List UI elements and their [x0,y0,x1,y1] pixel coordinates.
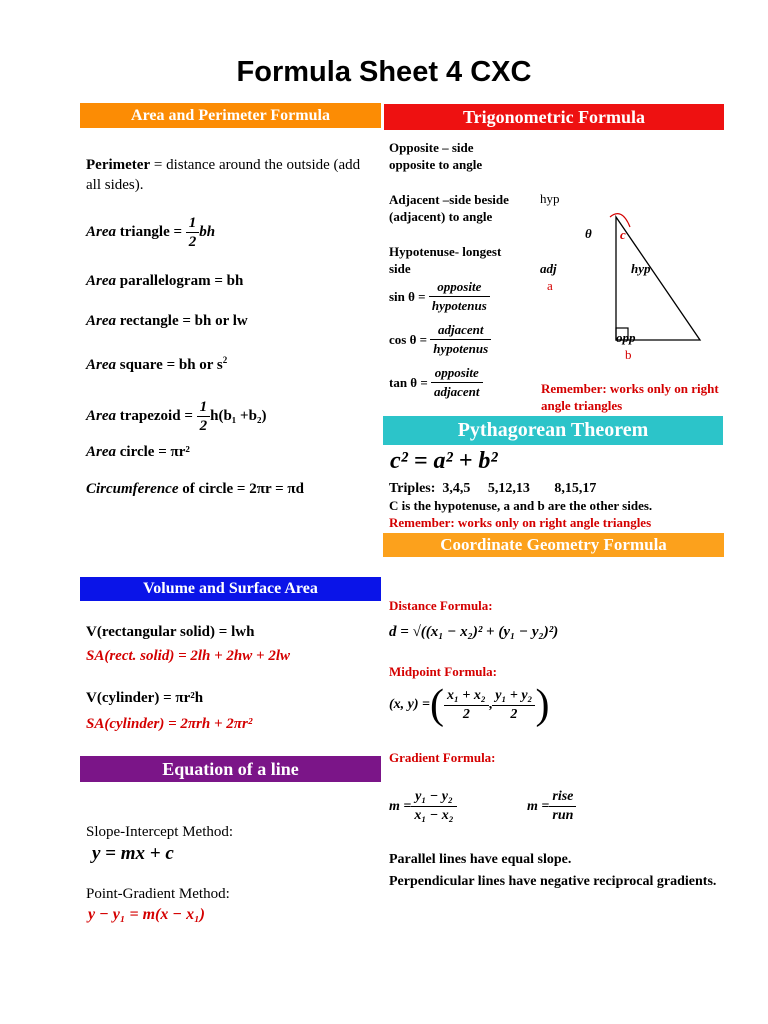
pythagorean-formula: c² = a² + b² [390,448,498,474]
surface-area-cylinder: SA(cylinder) = 2πrh + 2πr² [86,716,253,732]
gradient-formula-equation: m = $\frac{\text{y₁ − y₂}}{\text{x₁ − x₂}}$ [389,788,457,825]
gradient-formula-title: Gradient Formula: [389,750,496,765]
area-perimeter-header [80,103,381,128]
page-title: Formula Sheet 4 CXC [236,56,532,88]
equation-of-line-header: Equation of a line [80,756,381,782]
tan-fraction: $\frac{\text{opposite}}{\text{adjacent}}$ [431,364,483,401]
area-parallelogram-formula: Area parallelogram = bh [86,273,244,289]
triangle-shape [616,217,700,340]
triangle-half-fraction: $\frac{1}{2}$ [186,214,200,251]
parallel-lines-note: Parallel lines have equal slope. [389,852,572,867]
volume-cylinder: V(cylinder) = πr²h [86,690,204,706]
triangle-bh: bh [199,224,216,240]
area-trapezoid-formula: Area trapezoid = $\frac{1}{2}$ h(b₁ +b₂) [86,399,267,434]
triangle-c-label: c [620,227,626,242]
midpoint-formula-equation: (x, y) = ( $\frac{\text{x₁ + x₂}}{2}$ , $\frac{\text{y₁ + y₂}}{2}$ ) [389,682,550,728]
slope-intercept-label: Slope-Intercept Method: [86,824,234,840]
rise-over-run-equation: m = $\frac{\text{rise}}{\text{run}}$ [527,788,576,825]
coordinate-geometry-header: Coordinate Geometry Formula [383,533,724,557]
pythagorean-header: Pythagorean Theorem [383,416,723,445]
triangle-b-label: b [625,347,632,362]
volume-rect-solid: V(rectangular solid) = lwh [86,624,255,640]
cos-fraction: $\frac{\text{adjacent}}{\text{hypotenus}}$ [430,321,491,358]
volume-surface-area-header: Volume and Surface Area [80,577,381,601]
distance-formula-title: Distance Formula: [389,598,493,613]
right-triangle-diagram [600,205,710,345]
tan-ratio: tan θ = $\frac{\text{opposite}}{\text{adjacent}}$ [389,364,483,401]
circumference-formula: Circumference of circle = 2πr = πd [86,481,304,497]
distance-formula-equation: d = √((x₁ − x₂)² + (y₁ − y₂)²) [389,624,559,640]
angle-arc [610,214,630,227]
trapezoid-half-fraction: $\frac{1}{2}$ [197,398,211,435]
perimeter-definition [86,155,371,195]
trig-remember-note: Remember: works only on right angle triangles [541,381,719,413]
slope-intercept-equation: y = mx + c [92,843,174,864]
perimeter-term: Perimeter [86,157,151,173]
sin-fraction: $\frac{\text{opposite}}{\text{hypotenus}}$ [429,278,490,315]
pythagorean-remember-note: Remember: works only on right angle triangles [389,515,652,530]
hypotenuse-definition: Hypotenuse- longest side [389,244,502,276]
area-rectangle-formula: Area rectangle = bh or lw [86,313,248,329]
area-word: Area [86,224,116,240]
opposite-definition: Opposite – side opposite to angle [389,140,483,172]
triangle-label: triangle = [119,224,183,240]
triangle-hyp-side-label: hyp [631,261,651,276]
triangle-hyp-top-label: hyp [540,191,560,206]
point-gradient-label: Point-Gradient Method: [86,886,230,902]
midpoint-x-fraction: $\frac{\text{x₁ + x₂}}{2}$ [444,687,489,724]
midpoint-y-fraction: $\frac{\text{y₁ + y₂}}{2}$ [492,687,535,724]
triangle-opp-label: opp [616,330,636,345]
perpendicular-lines-note: Perpendicular lines have negative reciprocal gradients. [389,874,717,889]
area-triangle-formula [86,214,215,251]
trigonometric-header: Trigonometric Formula [384,104,724,130]
midpoint-formula-title: Midpoint Formula: [389,664,497,679]
gradient-fraction: $\frac{\text{y₁ − y₂}}{\text{x₁ − x₂}}$ [411,788,456,825]
triangle-theta-label: θ [585,226,592,241]
point-gradient-equation: y − y₁ = m(x − x₁) [88,906,205,923]
hypotenuse-note: C is the hypotenuse, a and b are the other sides. [389,498,653,513]
surface-area-rect-solid: SA(rect. solid) = 2lh + 2hw + 2lw [86,648,291,664]
sin-ratio: sin θ = $\frac{\text{opposite}}{\text{hypotenus}}$ [389,278,490,315]
adjacent-definition: Adjacent –side beside (adjacent) to angle [389,192,509,224]
area-perimeter-header-text: Area and Perimeter Formula [131,107,330,124]
triangle-a-label: a [547,278,553,293]
area-square-formula: Area square = bh or $s^2$ [86,355,228,373]
pythagorean-triples: Triples: 3,4,5 5,12,13 8,15,17 [389,481,597,496]
perimeter-description: = distance around the outside (add all sides). [86,157,361,193]
triangle-adj-label: adj [540,261,557,276]
cos-ratio: cos θ = $\frac{\text{adjacent}}{\text{hypotenus}}$ [389,321,491,358]
area-circle-formula: Area circle = πr² [86,444,190,460]
rise-run-fraction: $\frac{\text{rise}}{\text{run}}$ [549,788,576,825]
